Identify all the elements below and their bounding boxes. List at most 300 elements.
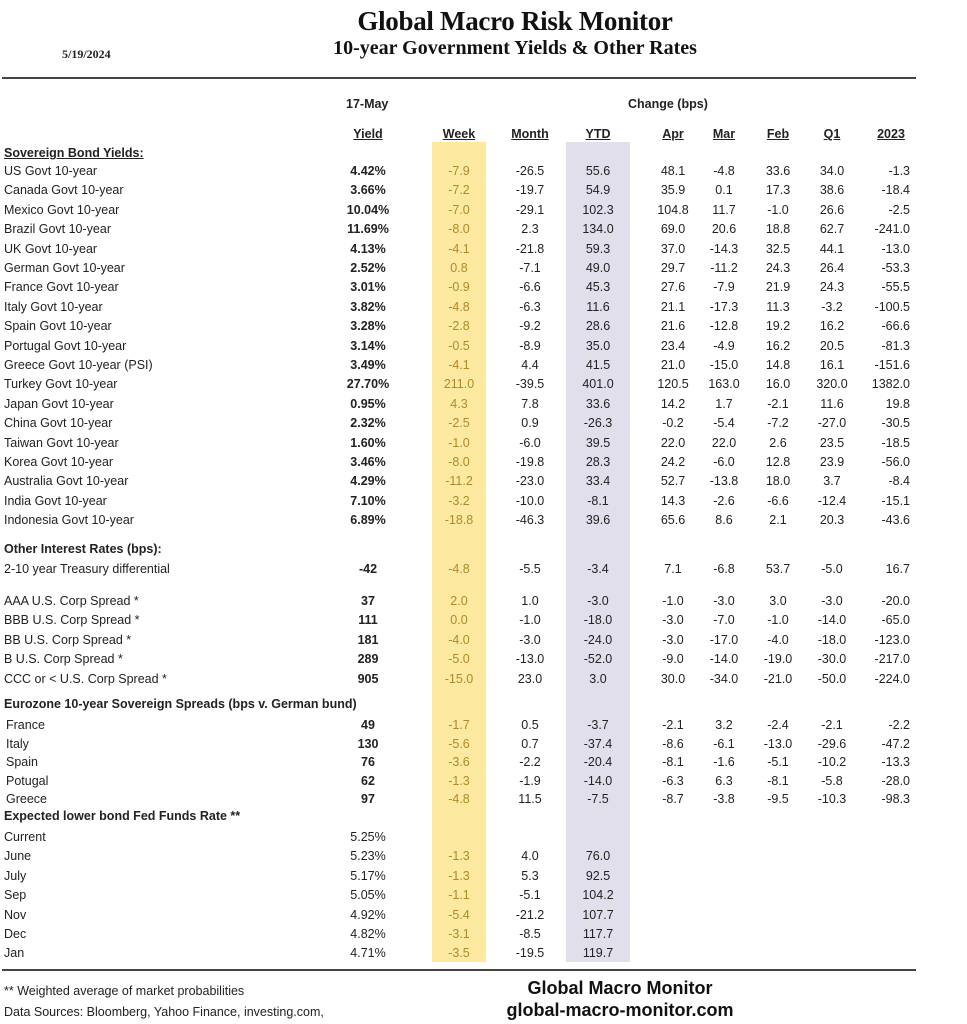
row-label: Turkey Govt 10-year: [4, 377, 118, 392]
cell-week: 211.0: [443, 377, 475, 392]
cell-week: -3.5: [448, 946, 470, 961]
cell-mar: 22.0: [711, 435, 737, 450]
section-title-eurozone: Eurozone 10-year Sovereign Spreads (bps v. German bund): [4, 697, 357, 711]
cell-month: -10.0: [515, 493, 545, 508]
cell-y2023: -123.0: [874, 632, 910, 647]
row-label: Australia Govt 10-year: [4, 474, 129, 489]
cell-y2023: -28.0: [881, 773, 910, 788]
cell-month: -26.5: [515, 164, 545, 178]
cell-month: 0.7: [521, 736, 539, 751]
cell-yield: 97: [361, 792, 375, 807]
cell-q1: 38.6: [819, 183, 845, 198]
table-row: [0, 201, 967, 220]
cell-mar: -3.0: [713, 594, 735, 608]
cell-week: -3.2: [448, 493, 470, 508]
row-label: Greece: [6, 792, 47, 807]
cell-mar: -7.0: [713, 613, 735, 628]
cell-feb: -8.1: [767, 773, 789, 788]
cell-feb: -5.1: [767, 755, 789, 770]
footer-divider: [2, 969, 916, 971]
cell-mar: -1.6: [713, 755, 735, 770]
cell-week: -2.5: [448, 416, 470, 431]
cell-yield: 76: [361, 755, 375, 770]
cell-mar: -15.0: [709, 358, 739, 372]
cell-apr: 65.6: [660, 513, 686, 528]
cell-month: -29.1: [515, 202, 545, 217]
cell-y2023: -100.5: [874, 299, 910, 314]
row-label: Mexico Govt 10-year: [4, 202, 120, 217]
cell-yield: 4.71%: [350, 946, 386, 961]
cell-month: -8.5: [519, 927, 541, 941]
cell-mar: -14.0: [709, 652, 739, 667]
cell-apr: 48.1: [660, 164, 686, 178]
cell-week: -0.9: [448, 280, 470, 295]
cell-week: -1.3: [448, 773, 470, 788]
cell-month: 2.3: [521, 222, 539, 237]
cell-week: -8.0: [448, 455, 470, 469]
cell-yield: 10.04%: [346, 202, 390, 217]
cell-month: 11.5: [518, 792, 542, 807]
cell-y2023: -56.0: [881, 455, 910, 469]
cell-ytd: -26.3: [583, 416, 613, 431]
table-row: [0, 828, 967, 847]
cell-month: -7.1: [519, 261, 541, 275]
cell-month: 0.5: [521, 718, 539, 732]
cell-ytd: 28.6: [585, 319, 611, 334]
cell-ytd: 59.3: [585, 241, 611, 256]
cell-apr: 14.3: [660, 493, 686, 508]
cell-feb: 53.7: [765, 562, 791, 576]
cell-month: 5.3: [521, 868, 539, 883]
cell-mar: -4.8: [713, 164, 735, 178]
cell-yield: 3.46%: [350, 455, 386, 469]
cell-feb: 18.8: [765, 222, 791, 237]
cell-ytd: -3.7: [587, 718, 609, 732]
cell-apr: 22.0: [660, 435, 686, 450]
cell-ytd: 92.5: [585, 868, 611, 883]
cell-q1: 44.1: [819, 241, 845, 256]
cell-month: -46.3: [515, 513, 545, 528]
table-row: [0, 356, 967, 375]
cell-q1: 23.9: [819, 455, 845, 469]
cell-q1: -50.0: [817, 671, 847, 686]
cell-y2023: -2.5: [888, 202, 910, 217]
cell-month: -1.0: [519, 613, 541, 628]
cell-apr: 69.0: [660, 222, 686, 237]
cell-y2023: -18.4: [881, 183, 910, 198]
cell-week: -1.0: [448, 435, 470, 450]
cell-week: -18.8: [444, 513, 474, 528]
table-row: [0, 650, 967, 669]
table-row: [0, 925, 967, 944]
cell-week: -0.5: [448, 338, 470, 353]
row-label: Nov: [4, 907, 27, 922]
table-row: [0, 886, 967, 905]
cell-apr: -3.0: [662, 632, 684, 647]
cell-yield: 2.52%: [350, 261, 386, 275]
cell-week: -3.1: [448, 927, 470, 941]
cell-feb: 16.0: [765, 377, 791, 392]
cell-q1: 23.5: [819, 435, 845, 450]
table-row: [0, 395, 967, 414]
cell-q1: -2.1: [821, 718, 843, 732]
cell-feb: -2.4: [767, 718, 789, 732]
row-label: Brazil Govt 10-year: [4, 222, 111, 237]
cell-feb: 32.5: [765, 241, 791, 256]
cell-month: -39.5: [515, 377, 545, 392]
cell-y2023: -1.3: [888, 164, 910, 178]
cell-mar: -13.8: [709, 474, 739, 489]
cell-y2023: -30.5: [881, 416, 910, 431]
cell-week: -3.6: [448, 755, 470, 770]
cell-y2023: 16.7: [885, 562, 910, 576]
cell-month: -19.5: [515, 946, 545, 961]
cell-ytd: -24.0: [583, 632, 613, 647]
cell-month: -21.8: [515, 241, 545, 256]
row-label: Japan Govt 10-year: [4, 396, 114, 411]
cell-week: -4.8: [448, 562, 470, 576]
cell-ytd: 104.2: [582, 888, 614, 903]
cell-q1: 20.5: [819, 338, 845, 353]
cell-y2023: -55.5: [881, 280, 910, 295]
cell-apr: 21.1: [660, 299, 686, 314]
cell-ytd: 39.6: [585, 513, 611, 528]
table-row: [0, 847, 967, 866]
cell-yield: 3.01%: [350, 280, 386, 295]
cell-month: -5.5: [519, 562, 541, 576]
row-label: China Govt 10-year: [4, 416, 113, 431]
row-label: Italy Govt 10-year: [4, 299, 103, 314]
cell-week: 2.0: [450, 594, 468, 608]
data-sources: Data Sources: Bloomberg, Yahoo Finance, investing.com,: [4, 1005, 324, 1019]
cell-q1: -14.0: [817, 613, 847, 628]
cell-q1: -5.8: [821, 773, 843, 788]
cell-ytd: 102.3: [582, 202, 614, 217]
cell-y2023: 1382.0: [871, 377, 910, 392]
cell-y2023: -53.3: [881, 261, 910, 275]
cell-week: -1.7: [448, 718, 470, 732]
header-divider: [2, 77, 916, 79]
table-row: [0, 670, 967, 689]
cell-mar: -4.9: [713, 338, 735, 353]
cell-ytd: -52.0: [583, 652, 613, 667]
cell-q1: -3.0: [821, 594, 843, 608]
table-row: [0, 753, 967, 772]
cell-y2023: -43.6: [881, 513, 910, 528]
cell-yield: 4.42%: [350, 164, 386, 178]
cell-mar: -3.8: [713, 792, 735, 807]
row-label: Sep: [4, 888, 27, 903]
cell-apr: 29.7: [660, 261, 686, 275]
cell-apr: -8.6: [662, 736, 684, 751]
cell-mar: -14.3: [709, 241, 739, 256]
cell-apr: 24.2: [660, 455, 686, 469]
cell-y2023: -81.3: [881, 338, 910, 353]
cell-month: -6.3: [519, 299, 541, 314]
cell-apr: 7.1: [664, 562, 682, 576]
cell-q1: 11.6: [820, 396, 844, 411]
cell-yield: -42: [358, 562, 378, 576]
row-label: US Govt 10-year: [4, 164, 98, 178]
cell-week: 4.3: [450, 396, 468, 411]
cell-apr: 30.0: [660, 671, 686, 686]
col-header-ytd: YTD: [585, 127, 611, 141]
cell-month: -5.1: [519, 888, 541, 903]
cell-ytd: -20.4: [583, 755, 613, 770]
cell-yield: 3.14%: [350, 338, 386, 353]
cell-feb: -21.0: [763, 671, 793, 686]
cell-mar: 20.6: [711, 222, 737, 237]
table-row: [0, 414, 967, 433]
col-header-mar: Mar: [712, 127, 736, 141]
cell-ytd: 107.7: [582, 907, 614, 922]
cell-mar: -12.8: [709, 319, 739, 334]
cell-mar: -7.9: [713, 280, 735, 295]
col-header-yield: Yield: [353, 127, 383, 141]
cell-month: -19.7: [515, 183, 545, 198]
cell-q1: -5.0: [821, 562, 843, 576]
cell-mar: 6.3: [715, 773, 733, 788]
cell-mar: -6.1: [713, 736, 735, 751]
row-label: Dec: [4, 927, 27, 941]
row-label: German Govt 10-year: [4, 261, 125, 275]
cell-ytd: 33.6: [585, 396, 611, 411]
table-row: [0, 716, 967, 735]
table-row: [0, 906, 967, 925]
table-row: [0, 240, 967, 259]
cell-yield: 7.10%: [350, 493, 386, 508]
cell-q1: 20.3: [819, 513, 845, 528]
cell-q1: 16.2: [819, 319, 845, 334]
cell-y2023: 19.8: [885, 396, 910, 411]
cell-feb: -19.0: [763, 652, 793, 667]
col-header-month: Month: [511, 127, 549, 141]
cell-y2023: -65.0: [881, 613, 910, 628]
cell-feb: -1.0: [767, 202, 789, 217]
row-label: Italy: [6, 736, 29, 751]
cell-month: -6.6: [519, 280, 541, 295]
cell-feb: 3.0: [769, 594, 787, 608]
cell-y2023: -241.0: [874, 222, 910, 237]
cell-ytd: 117.7: [582, 927, 614, 941]
cell-feb: 19.2: [765, 319, 791, 334]
footnote: ** Weighted average of market probabilities: [4, 984, 245, 998]
section-title-fed-funds: Expected lower bond Fed Funds Rate **: [4, 809, 241, 823]
row-label: CCC or < U.S. Corp Spread *: [4, 671, 167, 686]
cell-mar: -17.0: [709, 632, 739, 647]
cell-ytd: 33.4: [585, 474, 611, 489]
cell-week: -7.9: [448, 164, 470, 178]
cell-month: -21.2: [515, 907, 545, 922]
table-row: [0, 434, 967, 453]
cell-ytd: 45.3: [585, 280, 611, 295]
cell-month: 0.9: [521, 416, 539, 431]
cell-feb: 11.3: [766, 299, 790, 314]
cell-week: -8.0: [448, 222, 470, 237]
cell-yield: 111: [358, 613, 378, 628]
brand-name: Global Macro Monitor: [527, 978, 713, 998]
page-title: Global Macro Risk Monitor: [357, 6, 673, 36]
cell-yield: 5.25%: [350, 830, 386, 844]
cell-yield: 5.17%: [350, 868, 386, 883]
table-row: [0, 611, 967, 630]
cell-mar: -6.0: [713, 455, 735, 469]
col-header-week: Week: [442, 127, 476, 141]
cell-q1: -30.0: [817, 652, 847, 667]
brand-url[interactable]: global-macro-monitor.com: [506, 1000, 734, 1020]
cell-ytd: -3.0: [587, 594, 609, 608]
cell-week: -5.4: [448, 907, 470, 922]
table-row: [0, 375, 967, 394]
row-label: BBB U.S. Corp Spread *: [4, 613, 140, 628]
row-label: UK Govt 10-year: [4, 241, 98, 256]
cell-mar: -2.6: [713, 493, 735, 508]
cell-month: 4.4: [521, 358, 539, 372]
cell-ytd: 54.9: [585, 183, 611, 198]
cell-apr: 23.4: [660, 338, 686, 353]
cell-mar: -11.2: [710, 261, 738, 275]
cell-week: -4.1: [448, 358, 470, 372]
cell-q1: -10.2: [817, 755, 847, 770]
cell-yield: 4.92%: [350, 907, 386, 922]
cell-q1: -12.4: [817, 493, 847, 508]
row-label: France Govt 10-year: [4, 280, 119, 295]
table-row: [0, 181, 967, 200]
table-row: [0, 867, 967, 886]
table-row: [0, 492, 967, 511]
cell-ytd: 401.0: [582, 377, 614, 392]
cell-yield: 49: [361, 718, 375, 732]
cell-q1: -29.6: [817, 736, 847, 751]
table-row: [0, 592, 967, 611]
row-label: Taiwan Govt 10-year: [4, 435, 119, 450]
table-row: [0, 944, 967, 963]
cell-feb: 2.1: [769, 513, 787, 528]
cell-feb: -9.5: [767, 792, 789, 807]
table-row: [0, 511, 967, 530]
cell-week: -7.2: [448, 183, 470, 198]
cell-ytd: 119.7: [582, 946, 614, 961]
cell-y2023: -66.6: [881, 319, 910, 334]
cell-ytd: 28.3: [585, 455, 611, 469]
cell-yield: 1.60%: [350, 435, 386, 450]
cell-apr: 27.6: [660, 280, 686, 295]
cell-yield: 5.23%: [350, 849, 386, 864]
cell-feb: 33.6: [765, 164, 791, 178]
cell-q1: -27.0: [817, 416, 847, 431]
cell-apr: -6.3: [662, 773, 684, 788]
cell-feb: 17.3: [765, 183, 791, 198]
cell-yield: 37: [361, 594, 375, 608]
cell-apr: 14.2: [660, 396, 686, 411]
cell-yield: 905: [357, 671, 379, 686]
cell-week: -1.3: [448, 849, 470, 864]
row-label: Potugal: [6, 773, 49, 788]
cell-yield: 3.28%: [350, 319, 386, 334]
cell-ytd: 39.5: [585, 435, 611, 450]
page-subtitle: 10-year Government Yields & Other Rates: [333, 37, 697, 59]
cell-yield: 4.29%: [350, 474, 386, 489]
cell-q1: 16.1: [819, 358, 845, 372]
cell-week: -2.8: [448, 319, 470, 334]
row-label: Jan: [4, 946, 25, 961]
cell-yield: 62: [361, 773, 375, 788]
cell-y2023: -15.1: [881, 493, 910, 508]
cell-apr: 21.0: [660, 358, 686, 372]
cell-month: -2.2: [519, 755, 541, 770]
cell-feb: -7.2: [767, 416, 789, 431]
cell-apr: 104.8: [657, 202, 689, 217]
cell-yield: 3.49%: [350, 358, 386, 372]
cell-feb: -4.0: [767, 632, 789, 647]
cell-week: 0.0: [450, 613, 468, 628]
report-date: 5/19/2024: [62, 47, 111, 61]
cell-feb: 14.8: [765, 358, 791, 372]
cell-q1: 34.0: [819, 164, 845, 178]
cell-feb: -6.6: [767, 493, 789, 508]
cell-apr: 120.5: [657, 377, 689, 392]
cell-month: -19.8: [515, 455, 545, 469]
cell-mar: -6.8: [713, 562, 735, 576]
cell-ytd: -3.4: [587, 562, 609, 576]
cell-month: -1.9: [519, 773, 541, 788]
table-row: [0, 162, 967, 181]
row-label: 2-10 year Treasury differential: [4, 562, 170, 576]
cell-apr: -3.0: [662, 613, 684, 628]
cell-week: 0.8: [450, 261, 468, 275]
table-row: [0, 560, 967, 579]
cell-ytd: 3.0: [589, 671, 607, 686]
cell-q1: 3.7: [823, 474, 841, 489]
cell-mar: 163.0: [708, 377, 740, 392]
cell-apr: 35.9: [660, 183, 686, 198]
cell-apr: -9.0: [662, 652, 684, 667]
cell-ytd: 11.6: [586, 299, 610, 314]
row-label: June: [4, 849, 32, 864]
cell-q1: -10.3: [817, 792, 847, 807]
cell-month: -3.0: [519, 632, 541, 647]
cell-ytd: -14.0: [583, 773, 613, 788]
cell-yield: 4.13%: [350, 241, 386, 256]
table-row: [0, 631, 967, 650]
cell-y2023: -217.0: [874, 652, 910, 667]
row-label: Current: [4, 830, 46, 844]
cell-apr: 52.7: [660, 474, 686, 489]
table-row: [0, 337, 967, 356]
change-bps-label: Change (bps): [628, 97, 708, 111]
cell-y2023: -98.3: [881, 792, 910, 807]
section-title-other-rates: Other Interest Rates (bps):: [4, 542, 162, 556]
table-row: [0, 298, 967, 317]
row-label: France: [6, 718, 45, 732]
cell-feb: 16.2: [765, 338, 791, 353]
cell-month: -9.2: [519, 319, 541, 334]
table-row: [0, 317, 967, 336]
cell-week: -7.0: [448, 202, 470, 217]
cell-yield: 0.95%: [350, 396, 386, 411]
cell-month: 7.8: [521, 396, 539, 411]
row-label: India Govt 10-year: [4, 493, 107, 508]
row-label: Spain Govt 10-year: [4, 319, 112, 334]
row-label: Spain: [6, 755, 38, 770]
cell-month: 4.0: [521, 849, 539, 864]
cell-week: -5.6: [448, 736, 470, 751]
row-label: AAA U.S. Corp Spread *: [4, 594, 139, 608]
cell-q1: 24.3: [819, 280, 845, 295]
cell-y2023: -18.5: [881, 435, 910, 450]
cell-week: -4.1: [448, 241, 470, 256]
cell-feb: 21.9: [765, 280, 791, 295]
